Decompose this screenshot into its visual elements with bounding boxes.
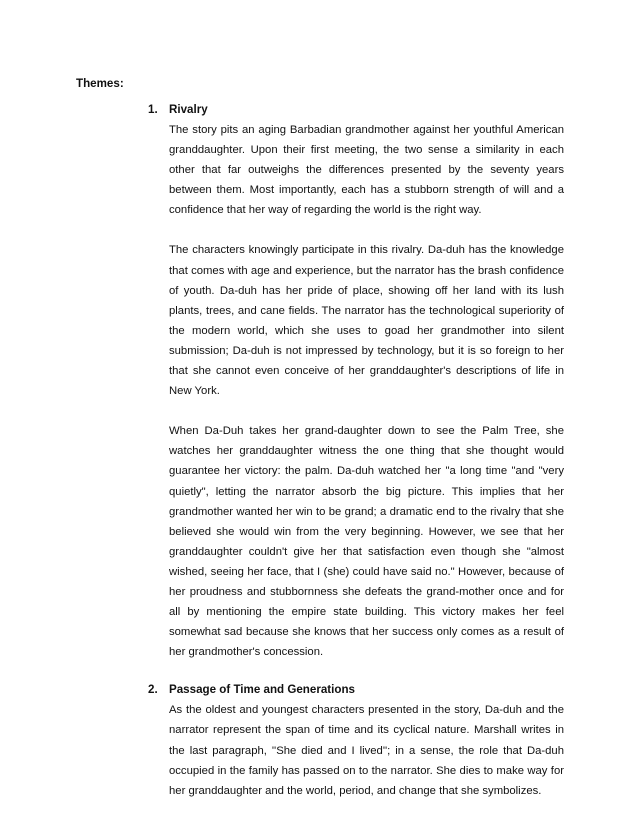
paragraph: The characters knowingly participate in this rivalry. Da-duh has the knowledge that comes with age and experience, but the narrator has the brash confidence of youth. Da-duh has her pride of place, showing off her land with its lush plants, trees, and cane fields. The narrator has the technological superiority of the modern world, which she uses to goad her grandmother into silent submission; Da-duh is not impressed by technology, but it is so foreign to her that she cannot even conceive of her granddaughter's descriptions of life in New York. xyxy=(169,244,564,398)
theme-list xyxy=(148,100,564,821)
theme-number: 1. xyxy=(148,103,158,116)
section-heading: Themes: xyxy=(76,77,124,90)
theme-rivalry xyxy=(148,100,564,662)
paragraph: When Da-Duh takes her grand-daughter down to see the Palm Tree, she watches her granddaughter witness the one thing that she thought would guarantee her victory: the palm. Da-duh watched her "a long time "and "very quietly", letting the narrator absorb the big picture. This implies that her grandmother wanted her win to be grand; a dramatic end to the rivalry that she believed she would win from the very beginning. However, we see that her granddaughter couldn't give her that satisfaction even though she "almost wished, seeing her face, that I (she) could have said no." However, because of her proudness and stubbornness she defeats the grand-mother once and for all by mentioning the empire state building. This victory makes her feel somewhat sad because she knows that her success only comes as a result of her grandmother's concession. xyxy=(169,425,564,659)
theme-title: Rivalry xyxy=(169,103,208,116)
theme-number: 2. xyxy=(148,683,158,697)
theme-title: Passage of Time and Generations xyxy=(169,683,355,697)
theme-passage-of-time xyxy=(148,680,564,800)
paragraph: The story pits an aging Barbadian grandmother against her youthful American granddaughter. Upon their first meeting, the two sense a similarity in each other that far outweighs the differences presented by the seventy years between them. Most importantly, each has a stubborn strength of will and a confidence that her way of regarding the world is the right way. xyxy=(169,124,564,217)
paragraph: As the oldest and youngest characters presented in the story, Da-duh and the narrator represent the span of time and its cyclical nature. Marshall writes in the last paragraph, ''She died and I lived''; in a sense, the role that Da-duh occupied in the family has passed on to the narrator. She dies to make way for her granddaughter and the world, period, and change that she symbolizes. xyxy=(169,704,564,797)
